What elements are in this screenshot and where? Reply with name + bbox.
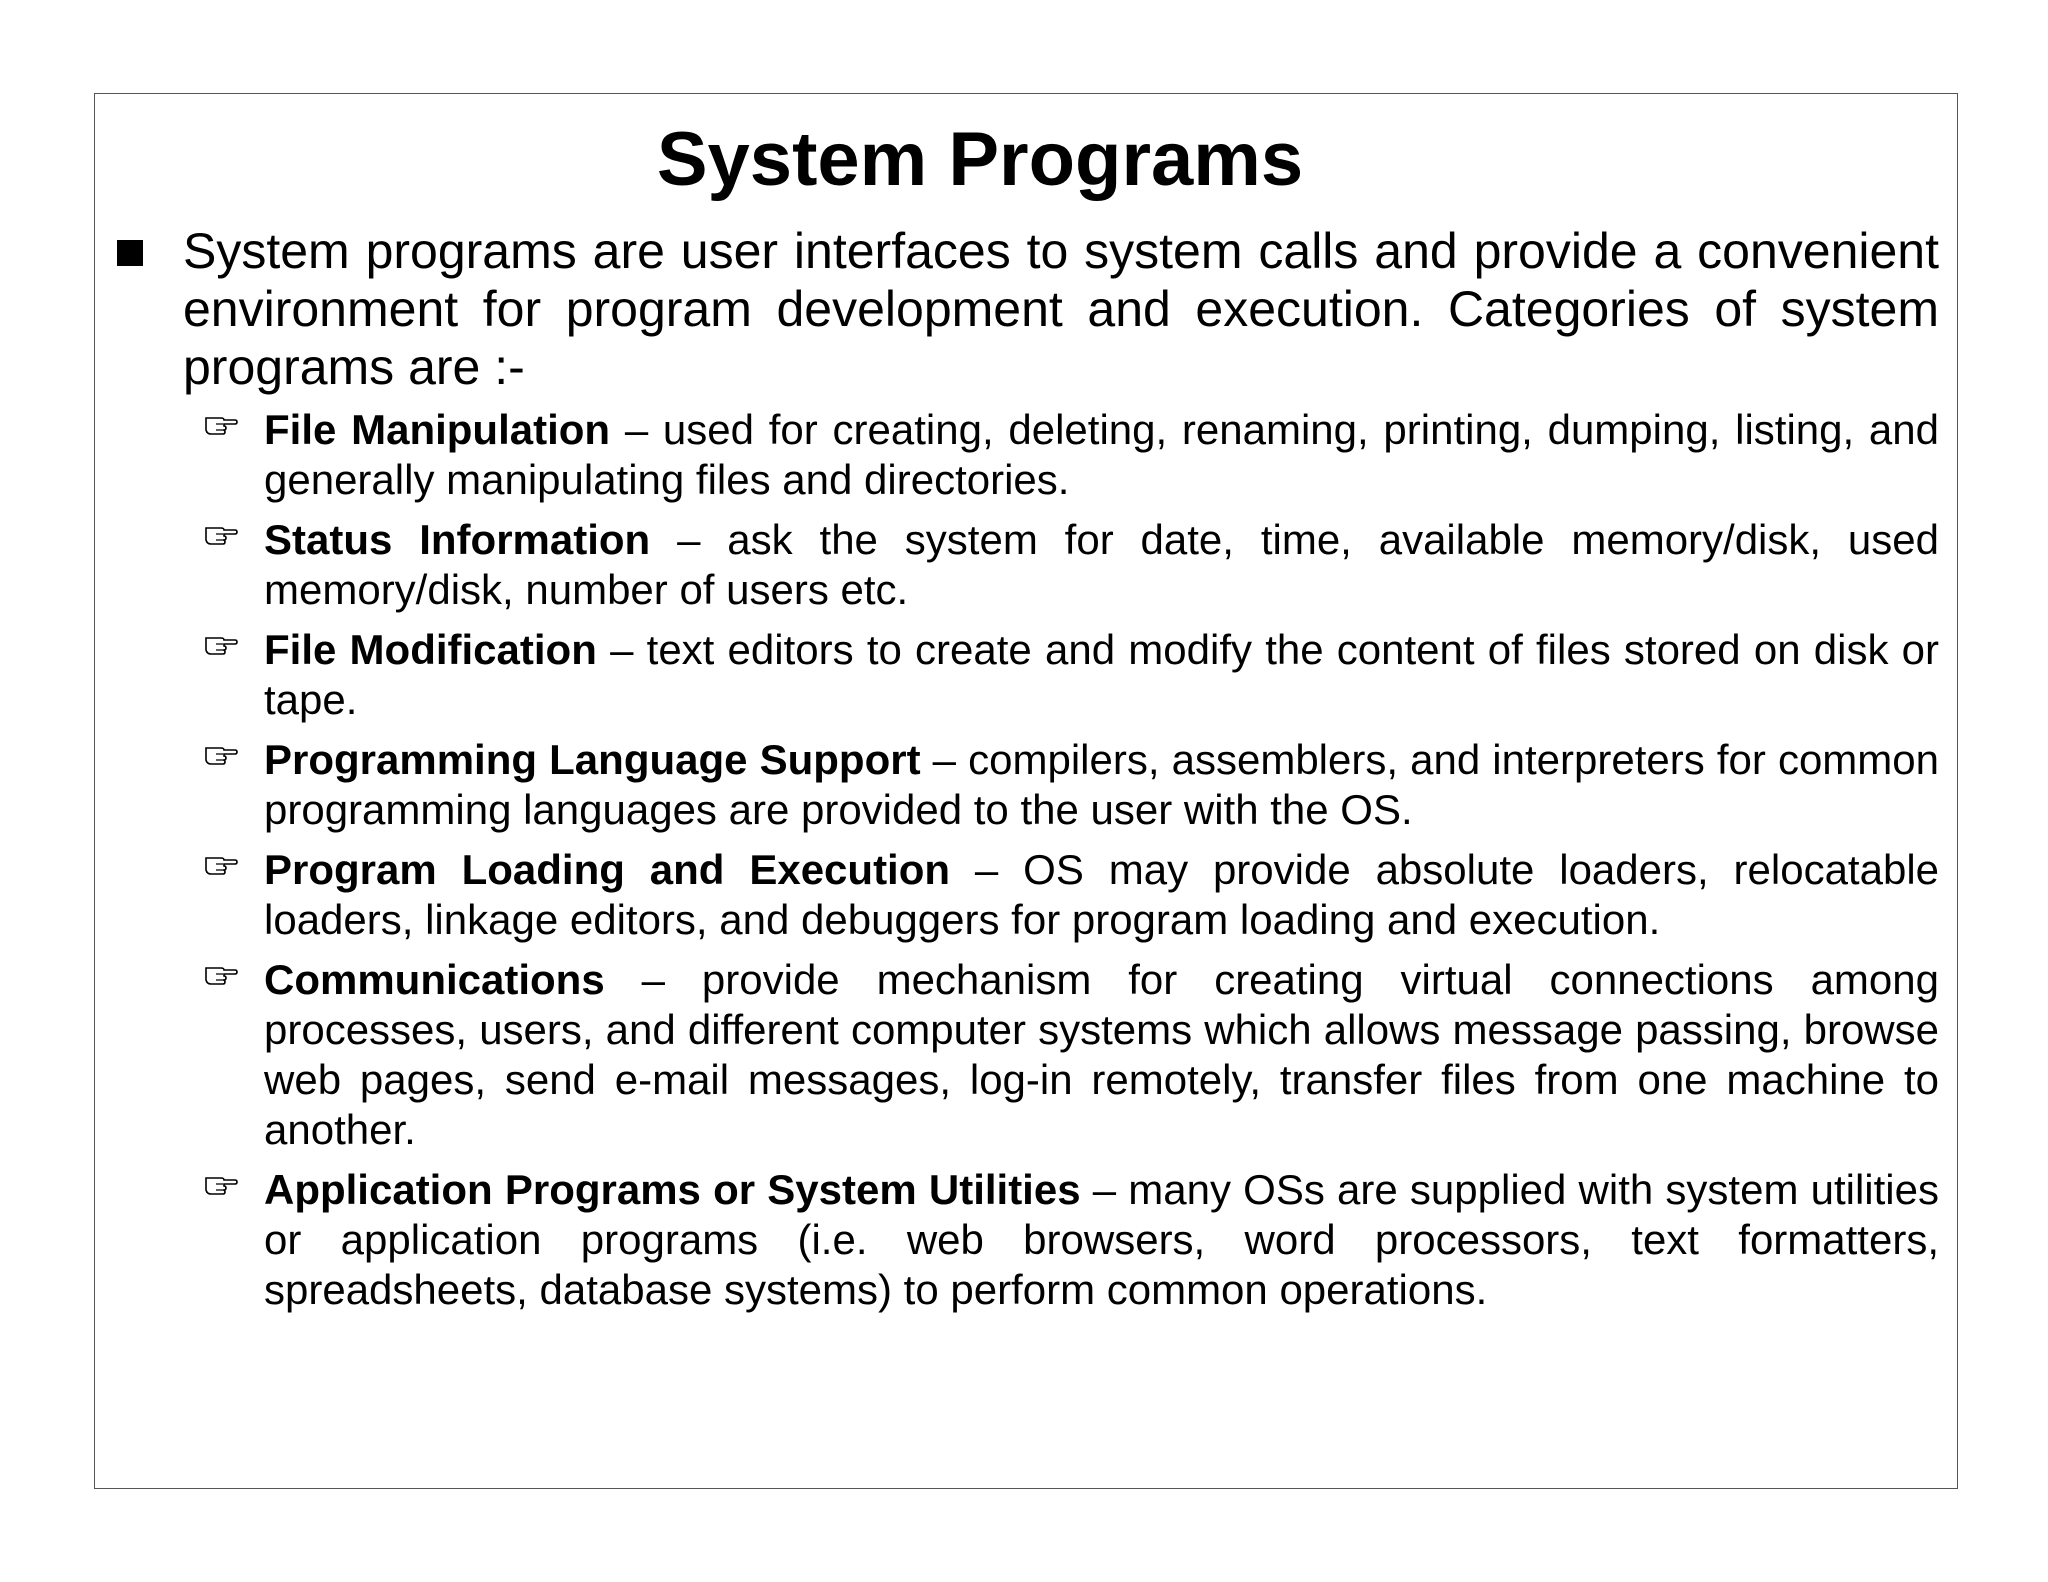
list-item-file-modification [264, 625, 1939, 725]
item-description: – many OSs are supplied with system utilities or application programs (i.e. web browsers, word processors, text formatters, spreadsheets, database systems) to perform common operations. [264, 1166, 1939, 1313]
item-term: Communications [264, 956, 605, 1003]
list-item-status-information [264, 515, 1939, 615]
list-item-program-loading-and-execution [264, 845, 1939, 945]
categories-list [264, 405, 1939, 1325]
list-item-application-programs [264, 1165, 1939, 1315]
item-term: File Manipulation [264, 406, 611, 453]
item-description: – provide mechanism for creating virtual connections among processes, users, and different computer systems which allows message passing, browse web pages, send e-mail messages, log-in remotely, transfer files from one machine to another. [264, 956, 1939, 1153]
item-description: – compilers, assemblers, and interpreters for common programming languages are provided to the user with the OS. [264, 736, 1939, 833]
item-term: Program Loading and Execution [264, 846, 951, 893]
list-item-file-manipulation [264, 405, 1939, 505]
pointing-hand-icon [204, 849, 238, 879]
slide-title: System Programs [656, 117, 1304, 202]
item-term: Application Programs or System Utilities [264, 1166, 1081, 1213]
pointing-hand-icon [204, 409, 238, 439]
item-term: File Modification [264, 626, 597, 673]
pointing-hand-icon [204, 519, 238, 549]
item-description: – used for creating, deleting, renaming, printing, dumping, listing, and generally manipulating files and directories. [264, 406, 1939, 503]
item-description: – ask the system for date, time, available memory/disk, used memory/disk, number of users etc. [264, 516, 1940, 613]
square-bullet-icon [117, 240, 143, 266]
list-item-programming-language-support [264, 735, 1939, 835]
item-description: – OS may provide absolute loaders, relocatable loaders, linkage editors, and debuggers for program loading and execution. [264, 846, 1940, 943]
pointing-hand-icon [204, 739, 238, 769]
intro-text: System programs are user interfaces to system calls and provide a convenient environment for program development and execution. Categories of system programs are :- [183, 223, 1939, 395]
item-description: – text editors to create and modify the content of files stored on disk or tape. [264, 626, 1940, 723]
item-term: Programming Language Support [264, 736, 921, 783]
item-term: Status Information [264, 516, 651, 563]
pointing-hand-icon [204, 1169, 238, 1199]
pointing-hand-icon [204, 959, 238, 989]
list-item-communications [264, 955, 1939, 1155]
pointing-hand-icon [204, 629, 238, 659]
